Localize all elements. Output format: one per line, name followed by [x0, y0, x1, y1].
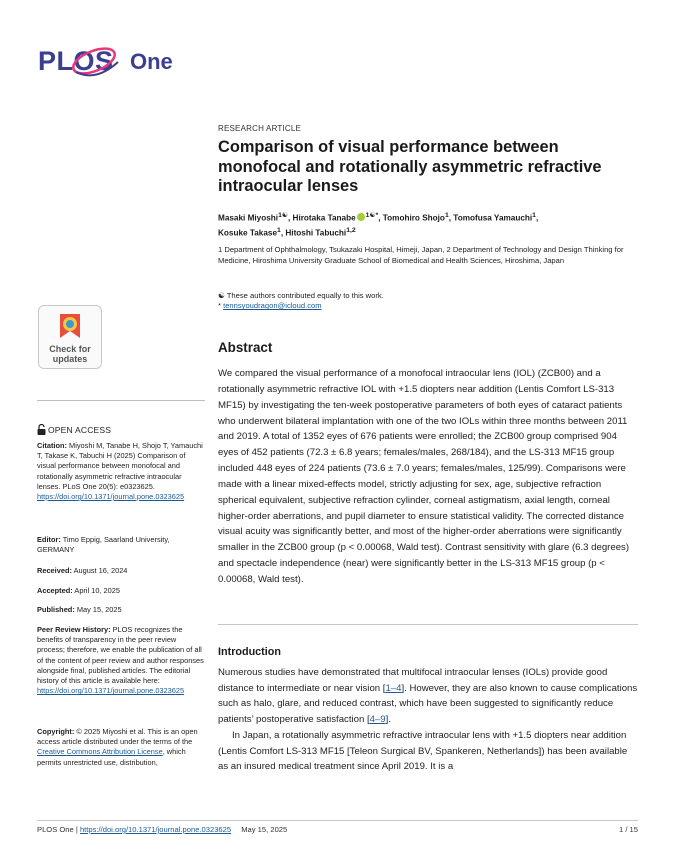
bookmark-ribbon-icon	[58, 312, 82, 340]
received-date: August 16, 2024	[73, 566, 128, 575]
footer-journal: PLOS One	[37, 825, 74, 834]
citation-label: Citation:	[37, 441, 67, 450]
published-date: May 15, 2025	[76, 605, 122, 614]
copyright-text-continued: , which permits unrestricted use, distribution,	[37, 747, 186, 767]
received-label: Received:	[37, 566, 72, 575]
corresponding-marker: *	[218, 301, 224, 311]
page-footer	[37, 825, 638, 834]
author-affiliation-marker: 1☯	[278, 212, 288, 219]
author-name[interactable]: , Tomofusa Yamauchi	[448, 213, 533, 223]
check-updates-line1: Check for	[49, 344, 91, 354]
author-affiliation-marker: 1	[277, 226, 281, 234]
check-for-updates-button[interactable]	[38, 305, 102, 369]
peer-review-text: PLOS recognizes the benefits of transparency in the peer review process; therefore, we enable the publication of all of the content of peer review and author responses alongside final, published articles. The editorial history of this article is available here:	[37, 625, 204, 686]
editor-label: Editor:	[37, 535, 61, 544]
corresponding-email-link[interactable]: tennsyoudragon@icloud.com	[223, 301, 322, 311]
author-name[interactable]: , Tomohiro Shojo	[378, 213, 445, 223]
author-name[interactable]: , Hitoshi Tabuchi	[280, 228, 347, 238]
footer-separator: |	[73, 825, 80, 834]
introduction-heading: Introduction	[218, 646, 281, 658]
affiliations: 1 Department of Ophthalmology, Tsukazaki Hospital, Himeji, Japan, 2 Department of Technology and Design Thinking for Medicine, Hiroshima University Graduate School of Biomedical and Health Sciences, Hiroshima, Japan	[218, 245, 624, 265]
article-title: Comparison of visual performance between monofocal and rotationally asymmetric refractive intraocular lenses	[218, 138, 602, 196]
corresponding-author	[218, 301, 638, 311]
reference-link[interactable]: 4–9	[369, 714, 386, 726]
page-number: 1 / 15	[619, 825, 638, 834]
section-divider	[218, 624, 638, 625]
copyright-block	[37, 727, 205, 768]
accepted-date: April 10, 2025	[74, 586, 120, 595]
author-affiliation-marker: 1☯*	[365, 212, 379, 219]
peer-review-label: Peer Review History:	[37, 625, 111, 634]
footer-doi-link[interactable]: https://doi.org/10.1371/journal.pone.0323625	[79, 825, 232, 834]
author-notes	[218, 291, 638, 312]
equal-contribution-note: ☯ These authors contributed equally to this work.	[218, 291, 384, 300]
intro-p1-end: ].	[385, 714, 391, 726]
copyright-text: © 2025 Miyoshi et al. This is an open access article distributed under the terms of the	[37, 727, 198, 747]
article-type: RESEARCH ARTICLE	[218, 124, 302, 133]
author-name[interactable]: Kosuke Takase	[218, 228, 278, 238]
author-name[interactable]: Masaki Miyoshi	[218, 213, 279, 223]
open-access-badge	[37, 424, 111, 435]
author-affiliation-marker: 1,2	[346, 226, 356, 234]
open-access-label: OPEN ACCESS	[48, 425, 112, 435]
intro-paragraph-1	[218, 665, 638, 728]
sidebar-divider	[37, 400, 205, 401]
citation-text: Miyoshi M, Tanabe H, Shojo T, Yamauchi T, Takase K, Tabuchi H (2025) Comparison of visual performance between monofocal and rotationally asymmetric refractive intraocular lenses. PLoS One 20(5): e0323625.	[37, 441, 203, 491]
plos-one-logo[interactable]	[36, 40, 196, 84]
check-for-updates-label	[39, 344, 101, 364]
editor-block	[37, 535, 205, 555]
intro-p1-text-continued: ]. However, they are also known to cause complications such as halo, glare, and reduced contrast, which have been suggested to significantly reduce patients’ postoperative satisfaction [	[218, 682, 638, 726]
cc-license-link[interactable]: Creative Commons Attribution License	[37, 747, 163, 757]
logo-brand: PLOS	[38, 46, 114, 76]
published-label: Published:	[37, 605, 75, 614]
citation-doi-link[interactable]: https://doi.org/10.1371/journal.pone.0323625	[37, 492, 185, 502]
author-affiliation-marker: 1	[444, 212, 449, 219]
intro-paragraph-2: In Japan, a rotationally asymmetric refractive intraocular lens with +1.5 diopters near addition (Lentis Comfort LS-313 MF15 [Teleon Surgical BV, Spankeren, Netherlands]) has been available as an insured medical treatment since April 2019. It is a	[218, 730, 628, 773]
check-updates-line2: updates	[52, 354, 88, 364]
copyright-label: Copyright:	[37, 727, 75, 736]
received-block	[37, 566, 205, 576]
author-list: Masaki Miyoshi$^{1☯}$, Hirotaka Tanabe $^{1☯*}$, Tomohiro Shojo$^1$, Tomofusa Yamauchi$^1$, Kosuke Takase$^1$, Hitoshi Tabuchi$^{1,2}$	[218, 212, 539, 238]
footer-date: May 15, 2025	[241, 825, 288, 834]
footer-divider	[37, 820, 638, 821]
open-lock-icon	[37, 424, 46, 435]
author-name[interactable]: , Hirotaka Tanabe	[288, 213, 356, 223]
accepted-block	[37, 586, 205, 596]
peer-review-doi-link[interactable]: https://doi.org/10.1371/journal.pone.0323625	[37, 686, 185, 696]
author-affiliation-marker: 1	[532, 212, 536, 219]
accepted-label: Accepted:	[37, 586, 73, 595]
editor-text: Timo Eppig, Saarland University, GERMANY	[37, 535, 170, 555]
abstract-heading: Abstract	[218, 340, 273, 355]
orcid-icon[interactable]	[357, 213, 365, 221]
citation-block	[37, 441, 205, 502]
abstract-text: We compared the visual performance of a monofocal intraocular lens (IOL) (ZCB00) and a rotationally asymmetric refractive IOL with +1.5 diopters near addition (Lentis Comfort LS-313 MF15) by investigating the ten-week postoperative parameters of both eyes of cataract patients who underwent bilateral implantation with one of the two IOLs within three months between 2011 and 2019. A total of 1352 eyes of 676 patients were enrolled; the ZCB00 group comprised 904 eyes of 452 patients (72.3 ± 6.8 years; females/males, 268/184), and the LS-313 MF15 group included 448 eyes of 224 patients (73.6 ± 7.0 years; females/males, 125/99). Comparisons were made with a linear mixed-effects model, strictly adjusting for sex, age, subjective refraction spherical equivalent, subjective refraction cylinder, corneal astigmatism, axial length, corneal higher-order aberrations, and pupil diameter to ensure statistical validity. The corrected distance visual acuity was significantly better, and most of the higher-order aberrations were significantly smaller in the ZCB00 group (p < 0.00068, Wald test). Contrast sensitivity with glare (6.3 degrees) and spectacle independence (near) were significantly better in the LS-313 MF15 group (p < 0.00068, Wald test).	[218, 368, 630, 585]
reference-link[interactable]: 1–4	[385, 682, 402, 694]
peer-review-block	[37, 625, 205, 696]
logo-journal: One	[130, 49, 173, 74]
intro-p1-text: Numerous studies have demonstrated that multifocal intraocular lenses (IOLs) provide good distance to intermediate or near vision [	[218, 667, 608, 694]
published-block	[37, 605, 205, 615]
